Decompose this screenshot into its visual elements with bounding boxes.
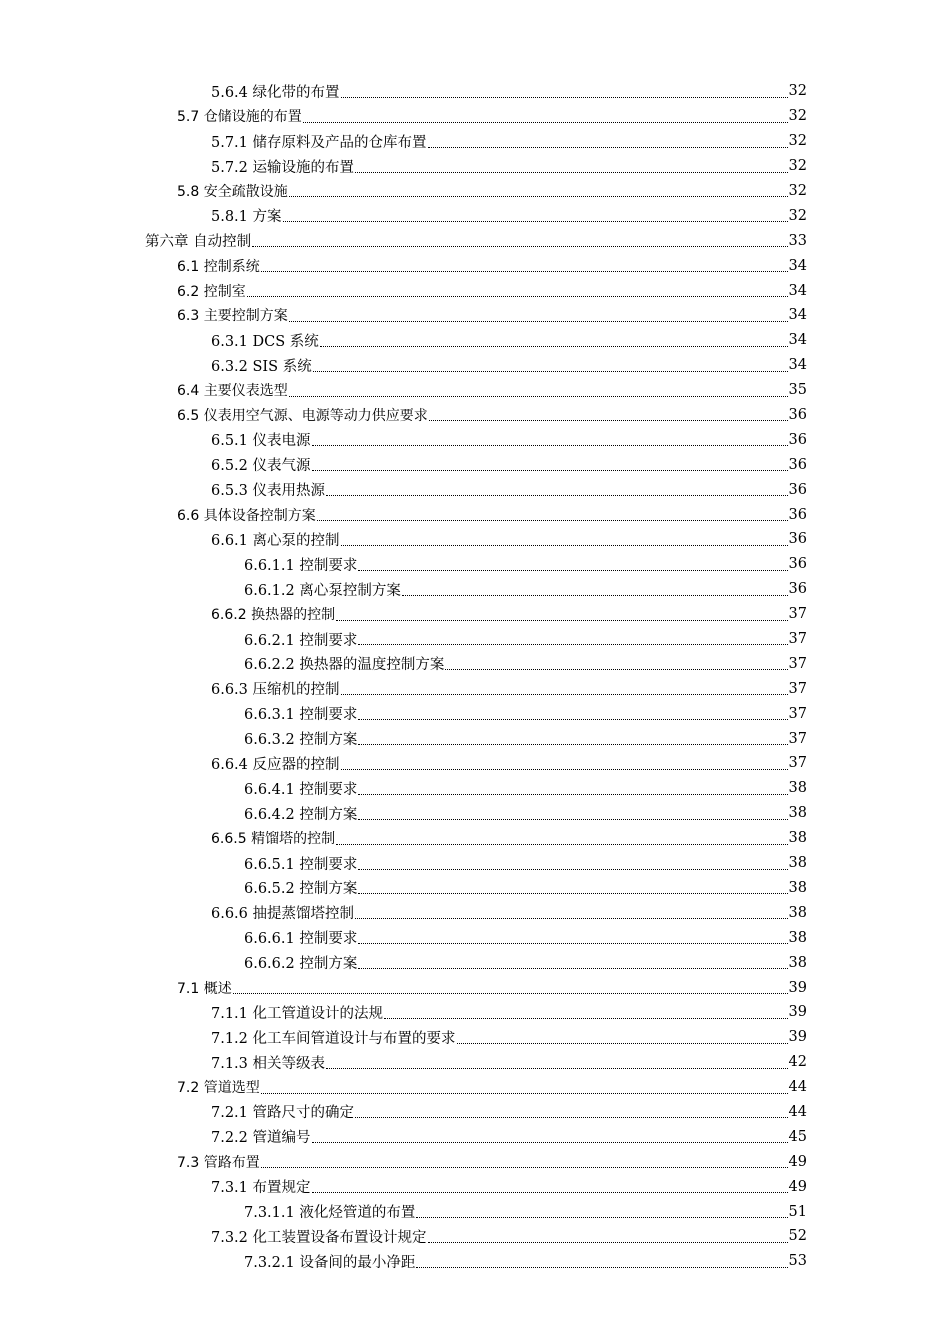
toc-entry-page-number: 37 xyxy=(788,680,807,697)
toc-entry-title: 6.6.2.2 换热器的温度控制方案 xyxy=(244,657,445,674)
toc-entry-title: 第六章 自动控制 xyxy=(145,234,252,251)
toc-entry-title: 5.7.2 运输设施的布置 xyxy=(211,159,355,176)
toc-entry[interactable] xyxy=(0,1174,950,1199)
toc-entry-title: 6.3.2 SIS 系统 xyxy=(211,358,312,375)
toc-entry-title: 5.7.1 储存原料及产品的仓库布置 xyxy=(211,134,427,151)
toc-entry[interactable] xyxy=(0,801,950,826)
toc-entry[interactable] xyxy=(0,154,950,179)
dot-leader xyxy=(247,295,788,297)
toc-entry-page-number: 37 xyxy=(788,755,807,772)
toc-entry[interactable] xyxy=(0,477,950,502)
toc-entry[interactable] xyxy=(0,527,950,552)
toc-entry-page-number: 32 xyxy=(788,83,807,100)
toc-entry-page-number: 36 xyxy=(788,407,807,424)
toc-entry-title: 6.6.3.2 控制方案 xyxy=(244,732,358,749)
toc-entry-page-number: 36 xyxy=(788,581,807,598)
toc-entry[interactable] xyxy=(0,353,950,378)
toc-entry[interactable] xyxy=(0,826,950,851)
dot-leader xyxy=(283,220,788,222)
toc-entry-page-number: 36 xyxy=(788,456,807,473)
dot-leader xyxy=(358,942,787,944)
toc-entry-title: 7.3.2.1 设备间的最小净距 xyxy=(244,1254,416,1271)
toc-entry-page-number: 34 xyxy=(788,357,807,374)
toc-entry-title: 7.1 概述 xyxy=(177,980,232,997)
toc-entry-title: 6.3.1 DCS 系统 xyxy=(211,333,319,350)
dot-leader xyxy=(289,195,788,197)
toc-entry-title: 6.6.1.2 离心泵控制方案 xyxy=(244,582,401,599)
toc-entry-title: 6.6.6.2 控制方案 xyxy=(244,956,358,973)
toc-entry-page-number: 49 xyxy=(788,1178,807,1195)
toc-entry-title: 6.6.3.1 控制要求 xyxy=(244,707,358,724)
toc-entry-page-number: 44 xyxy=(788,1079,807,1096)
toc-entry-page-number: 36 xyxy=(788,431,807,448)
dot-leader xyxy=(416,1216,787,1218)
toc-entry[interactable] xyxy=(0,378,950,403)
toc-entry[interactable] xyxy=(0,452,950,477)
dot-leader xyxy=(317,519,788,521)
toc-entry-title: 6.5 仪表用空气源、电源等动力供应要求 xyxy=(177,408,428,425)
toc-entry[interactable] xyxy=(0,627,950,652)
toc-entry-page-number: 38 xyxy=(788,855,807,872)
toc-entry[interactable] xyxy=(0,427,950,452)
toc-entry-title: 5.8.1 方案 xyxy=(211,209,282,226)
dot-leader xyxy=(358,818,787,820)
toc-entry-page-number: 32 xyxy=(788,207,807,224)
toc-entry-title: 6.5.3 仪表用热源 xyxy=(211,483,326,500)
dot-leader xyxy=(402,594,788,596)
toc-entry-title: 6.6.2.1 控制要求 xyxy=(244,632,358,649)
dot-leader xyxy=(312,1141,788,1143)
dot-leader xyxy=(358,743,787,745)
toc-entry[interactable] xyxy=(0,577,950,602)
toc-entry[interactable] xyxy=(0,278,950,303)
dot-leader xyxy=(341,768,788,770)
dot-leader xyxy=(355,917,788,919)
toc-entry[interactable] xyxy=(0,403,950,428)
dot-leader xyxy=(341,693,788,695)
dot-leader xyxy=(261,1166,788,1168)
dot-leader xyxy=(445,668,787,670)
toc-entry[interactable] xyxy=(0,129,950,154)
dot-leader xyxy=(312,1191,788,1193)
toc-entry[interactable] xyxy=(0,1075,950,1100)
toc-entry[interactable] xyxy=(0,1025,950,1050)
toc-entry[interactable] xyxy=(0,900,950,925)
toc-entry-page-number: 34 xyxy=(788,282,807,299)
dot-leader xyxy=(384,1017,788,1019)
toc-entry-title: 6.5.2 仪表气源 xyxy=(211,458,311,475)
toc-entry-page-number: 38 xyxy=(788,929,807,946)
toc-entry-title: 6.6.6.1 控制要求 xyxy=(244,931,358,948)
toc-entry-title: 6.6.5 精馏塔的控制 xyxy=(211,831,336,848)
toc-entry-title: 6.6.4.2 控制方案 xyxy=(244,806,358,823)
dot-leader xyxy=(289,395,788,397)
toc-entry-page-number: 37 xyxy=(788,655,807,672)
toc-entry-title: 7.2.1 管路尺寸的确定 xyxy=(211,1105,355,1122)
toc-entry[interactable] xyxy=(0,676,950,701)
toc-entry[interactable] xyxy=(0,602,950,627)
toc-entry[interactable] xyxy=(0,502,950,527)
toc-entry-page-number: 32 xyxy=(788,183,807,199)
toc-entry-page-number: 36 xyxy=(788,481,807,498)
toc-entry-page-number: 39 xyxy=(788,1004,807,1021)
toc-entry-title: 6.1 控制系统 xyxy=(177,258,260,275)
toc-entry-page-number: 44 xyxy=(788,1103,807,1120)
toc-entry-page-number: 34 xyxy=(788,257,807,274)
toc-entry-page-number: 53 xyxy=(788,1253,807,1270)
toc-entry-title: 6.6.4.1 控制要求 xyxy=(244,781,358,798)
toc-entry-page-number: 37 xyxy=(788,631,807,648)
toc-entry[interactable] xyxy=(0,552,950,577)
toc-entry[interactable] xyxy=(0,228,950,253)
toc-entry[interactable] xyxy=(0,1124,950,1149)
dot-leader xyxy=(303,121,788,123)
toc-entry[interactable] xyxy=(0,776,950,801)
toc-entry[interactable] xyxy=(0,701,950,726)
dot-leader xyxy=(252,245,787,247)
dot-leader xyxy=(358,718,787,720)
dot-leader xyxy=(358,569,787,571)
toc-entry[interactable] xyxy=(0,975,950,1000)
toc-entry[interactable] xyxy=(0,79,950,104)
toc-entry[interactable] xyxy=(0,1100,950,1125)
toc-entry-title: 7.3 管路布置 xyxy=(177,1154,260,1171)
toc-entry-title: 7.1.1 化工管道设计的法规 xyxy=(211,1005,384,1022)
toc-entry-title: 6.6.5.1 控制要求 xyxy=(244,856,358,873)
toc-entry-page-number: 51 xyxy=(788,1203,807,1220)
toc-entry-page-number: 39 xyxy=(788,979,807,996)
toc-entry-page-number: 42 xyxy=(788,1054,807,1071)
toc-entry-page-number: 34 xyxy=(788,332,807,349)
toc-entry-title: 6.6.1 离心泵的控制 xyxy=(211,532,340,549)
toc-entry-page-number: 45 xyxy=(788,1128,807,1145)
dot-leader xyxy=(358,892,787,894)
toc-entry-title: 6.6 具体设备控制方案 xyxy=(177,507,316,524)
dot-leader xyxy=(261,270,788,272)
toc-entry-page-number: 32 xyxy=(788,108,807,125)
table-of-contents xyxy=(0,79,950,1274)
toc-entry-title: 5.6.4 绿化带的布置 xyxy=(211,84,340,101)
dot-leader xyxy=(428,146,788,148)
toc-entry[interactable] xyxy=(0,651,950,676)
toc-entry-page-number: 37 xyxy=(788,730,807,747)
toc-entry[interactable] xyxy=(0,1224,950,1249)
toc-entry-title: 6.4 主要仪表选型 xyxy=(177,383,288,400)
toc-entry[interactable] xyxy=(0,1149,950,1174)
dot-leader xyxy=(313,370,788,372)
dot-leader xyxy=(355,1116,788,1118)
toc-entry[interactable] xyxy=(0,751,950,776)
dot-leader xyxy=(341,544,788,546)
toc-entry-title: 7.3.1.1 液化烃管道的布置 xyxy=(244,1205,416,1222)
toc-entry-title: 6.6.6 抽提蒸馏塔控制 xyxy=(211,906,355,923)
toc-entry-page-number: 38 xyxy=(788,830,807,847)
toc-entry[interactable] xyxy=(0,1199,950,1224)
toc-entry[interactable] xyxy=(0,253,950,278)
toc-entry-page-number: 34 xyxy=(788,307,807,324)
toc-entry-title: 5.8 安全疏散设施 xyxy=(177,184,288,200)
toc-entry-page-number: 38 xyxy=(788,904,807,921)
toc-entry-page-number: 36 xyxy=(788,506,807,523)
toc-entry-title: 7.3.1 布置规定 xyxy=(211,1180,311,1197)
toc-entry-page-number: 38 xyxy=(788,954,807,971)
toc-entry[interactable] xyxy=(0,726,950,751)
toc-entry-page-number: 35 xyxy=(788,382,807,399)
dot-leader xyxy=(320,345,788,347)
toc-entry-title: 6.3 主要控制方案 xyxy=(177,308,288,325)
toc-entry-page-number: 32 xyxy=(788,133,807,150)
toc-entry-page-number: 36 xyxy=(788,531,807,548)
toc-entry[interactable] xyxy=(0,1050,950,1075)
toc-entry-page-number: 37 xyxy=(788,606,807,623)
toc-entry-page-number: 38 xyxy=(788,780,807,797)
toc-entry-page-number: 33 xyxy=(788,232,807,249)
toc-entry-title: 7.1.3 相关等级表 xyxy=(211,1055,326,1072)
toc-entry-title: 6.6.1.1 控制要求 xyxy=(244,557,358,574)
toc-entry-page-number: 38 xyxy=(788,879,807,896)
toc-entry-title: 5.7 仓储设施的布置 xyxy=(177,109,302,126)
toc-entry[interactable] xyxy=(0,925,950,950)
toc-entry[interactable] xyxy=(0,950,950,975)
dot-leader xyxy=(416,1266,787,1268)
toc-entry-page-number: 37 xyxy=(788,705,807,722)
toc-entry[interactable] xyxy=(0,328,950,353)
toc-entry-page-number: 38 xyxy=(788,805,807,822)
toc-entry[interactable] xyxy=(0,1000,950,1025)
dot-leader xyxy=(457,1042,788,1044)
toc-entry-title: 7.3.2 化工装置设备布置设计规定 xyxy=(211,1229,427,1246)
dot-leader xyxy=(233,992,788,994)
dot-leader xyxy=(312,444,788,446)
toc-entry-page-number: 32 xyxy=(788,158,807,175)
toc-entry-page-number: 52 xyxy=(788,1228,807,1245)
toc-entry-title: 6.2 控制室 xyxy=(177,283,246,300)
dot-leader xyxy=(358,643,787,645)
toc-entry-title: 7.1.2 化工车间管道设计与布置的要求 xyxy=(211,1030,456,1047)
dot-leader xyxy=(312,469,788,471)
toc-entry-title: 6.6.5.2 控制方案 xyxy=(244,881,358,898)
toc-entry-title: 7.2 管道选型 xyxy=(177,1080,260,1097)
toc-entry[interactable] xyxy=(0,1249,950,1274)
dot-leader xyxy=(336,843,787,845)
dot-leader xyxy=(326,1067,788,1069)
toc-entry-title: 6.6.4 反应器的控制 xyxy=(211,756,340,773)
dot-leader xyxy=(358,967,787,969)
dot-leader xyxy=(429,419,788,421)
toc-entry[interactable] xyxy=(0,876,950,901)
toc-entry-title: 7.2.2 管道编号 xyxy=(211,1130,311,1147)
toc-entry[interactable] xyxy=(0,104,950,129)
toc-entry[interactable] xyxy=(0,303,950,328)
dot-leader xyxy=(261,1092,788,1094)
dot-leader xyxy=(326,494,788,496)
dot-leader xyxy=(358,868,787,870)
dot-leader xyxy=(336,619,787,621)
dot-leader xyxy=(355,171,788,173)
toc-entry-page-number: 39 xyxy=(788,1029,807,1046)
toc-entry[interactable] xyxy=(0,203,950,228)
dot-leader xyxy=(341,96,788,98)
toc-entry[interactable] xyxy=(0,179,950,204)
toc-entry-title: 6.5.1 仪表电源 xyxy=(211,433,311,450)
toc-entry[interactable] xyxy=(0,851,950,876)
dot-leader xyxy=(289,320,788,322)
toc-entry-title: 6.6.3 压缩机的控制 xyxy=(211,682,340,699)
dot-leader xyxy=(358,793,787,795)
toc-entry-page-number: 36 xyxy=(788,556,807,573)
toc-entry-title: 6.6.2 换热器的控制 xyxy=(211,607,336,624)
toc-entry-page-number: 49 xyxy=(788,1153,807,1170)
dot-leader xyxy=(428,1241,788,1243)
